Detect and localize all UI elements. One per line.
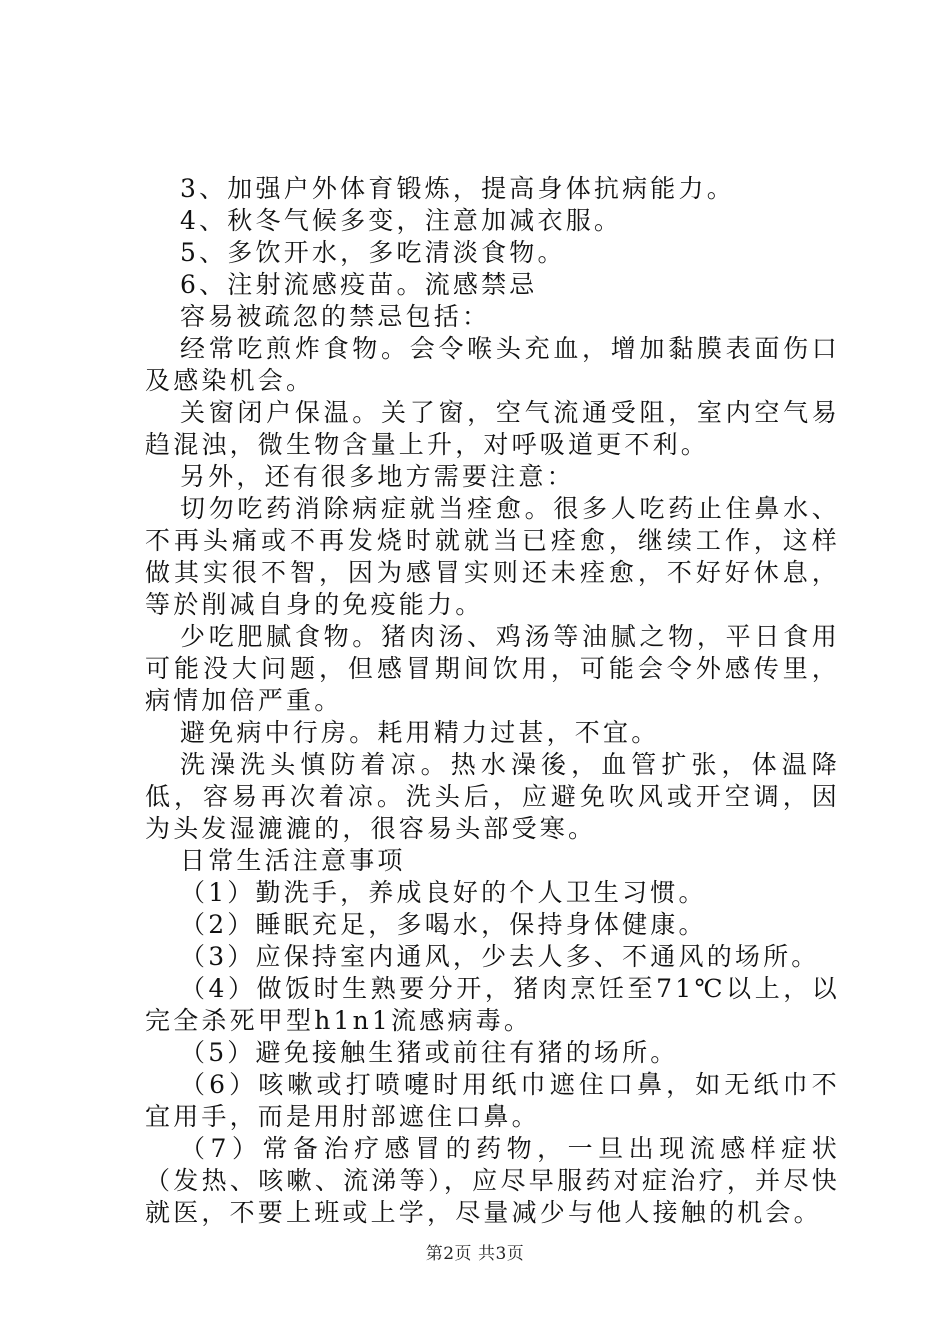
document-body: [145, 173, 840, 1229]
page-number-footer: 第2页 共3页: [425, 1244, 525, 1264]
paragraph: 5、多饮开水，多吃清淡食物。: [180, 238, 566, 267]
paragraph: 少吃肥腻食物。猪肉汤、鸡汤等油腻之物，平日食用可能没大问题，但感冒期间饮用，可能会令外感传里，病情加倍严重。: [145, 622, 840, 715]
paragraph: 避免病中行房。耗用精力过甚，不宜。: [180, 718, 660, 747]
list-item: （6）咳嗽或打喷嚏时用纸巾遮住口鼻，如无纸巾不宜用手，而是用肘部遮住口鼻。: [145, 1070, 840, 1131]
paragraph: 4、秋冬气候多变，注意加减衣服。: [180, 206, 623, 235]
list-item: （1）勤洗手，养成良好的个人卫生习惯。: [180, 878, 707, 907]
paragraph: 另外，还有很多地方需要注意：: [180, 462, 575, 491]
list-item: （3）应保持室内通风，少去人多、不通风的场所。: [180, 942, 820, 971]
paragraph: 容易被疏忽的禁忌包括：: [180, 302, 491, 331]
list-item: （5）避免接触生猪或前往有猪的场所。: [180, 1038, 679, 1067]
paragraph: 关窗闭户保温。关了窗，空气流通受阻，室内空气易趋混浊，微生物含量上升，对呼吸道更不利。: [145, 398, 840, 459]
paragraph: 3、加强户外体育锻炼，提高身体抗病能力。: [180, 174, 735, 203]
section-heading: 日常生活注意事项: [180, 846, 406, 875]
paragraph: 洗澡洗头慎防着凉。热水澡後，血管扩张，体温降低，容易再次着凉。洗头后，应避免吹风或开空调，因为头发湿漉漉的，很容易头部受寒。: [145, 750, 840, 843]
list-item: （4）做饭时生熟要分开，猪肉烹饪至71℃以上，以完全杀死甲型h1n1流感病毒。: [145, 974, 840, 1035]
paragraph: 经常吃煎炸食物。会令喉头充血，增加黏膜表面伤口及感染机会。: [145, 334, 840, 395]
paragraph: 6、注射流感疫苗。流感禁忌: [180, 270, 538, 299]
list-item: （2）睡眠充足，多喝水，保持身体健康。: [180, 910, 707, 939]
list-item: （7）常备治疗感冒的药物，一旦出现流感样症状（发热、咳嗽、流涕等），应尽早服药对症治疗，并尽快就医，不要上班或上学，尽量减少与他人接触的机会。: [145, 1134, 840, 1227]
paragraph: 切勿吃药消除病症就当痊愈。很多人吃药止住鼻水、不再头痛或不再发烧时就就当已痊愈，继续工作，这样做其实很不智，因为感冒实则还未痊愈，不好好休息，等於削减自身的免疫能力。: [145, 494, 840, 619]
